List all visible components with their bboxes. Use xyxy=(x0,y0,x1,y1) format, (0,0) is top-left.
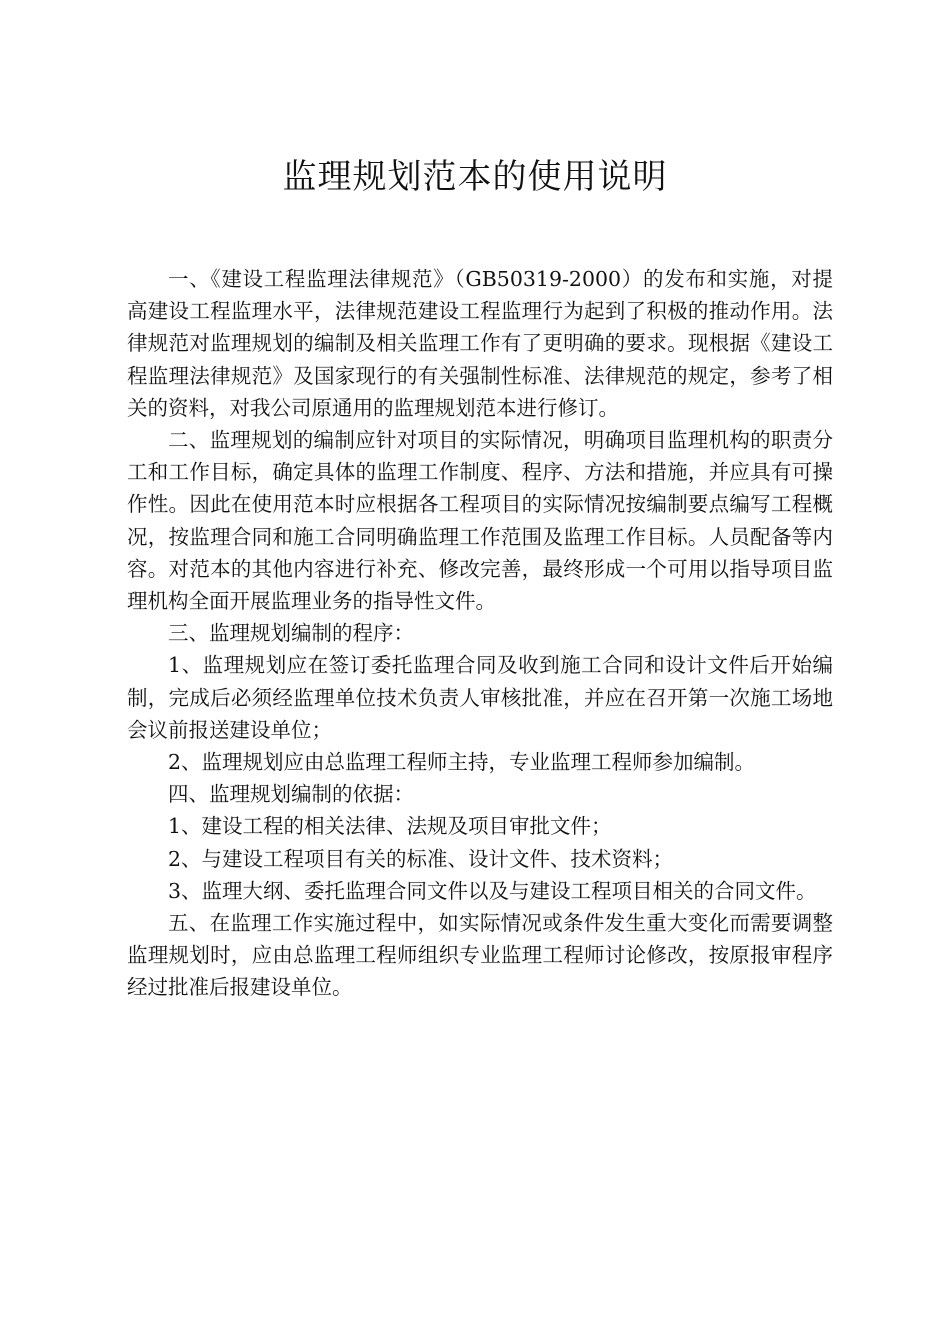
paragraph-9: 3、监理大纲、委托监理合同文件以及与建设工程项目相关的合同文件。 xyxy=(168,878,817,903)
paragraph-4: 1、监理规划应在签订委托监理合同及收到施工合同和设计文件后开始编制，完成后必须经监理单位技术负责人审核批准，并应在召开第一次施工场地会议前报送建设单位； xyxy=(127,653,833,742)
paragraph-7: 1、建设工程的相关法律、法规及项目审批文件； xyxy=(168,814,612,839)
paragraph-3: 三、监理规划编制的程序： xyxy=(168,621,414,646)
page-title: 监理规划范本的使用说明 xyxy=(282,157,668,197)
paragraph-1: 一、《建设工程监理法律规范》（GB50319-2000）的发布和实施，对提高建设工程监理水平，法律规范建设工程监理行为起到了积极的推动作用。法律规范对监理规划的编制及相关监理工作有了更明确的要求。现根据《建设工程监理法律规范》及国家现行的有关强制性标准、法律规范的规定，参考了相关的资料，对我公司原通用的监理规划范本进行修订。 xyxy=(127,267,833,420)
paragraph-2: 二、监理规划的编制应针对项目的实际情况，明确项目监理机构的职责分工和工作目标，确定具体的监理工作制度、程序、方法和措施，并应具有可操作性。因此在使用范本时应根据各工程项目的实际情况按编制要点编写工程概况，按监理合同和施工合同明确监理工作范围及监理工作目标。人员配备等内容。对范本的其他内容进行补充、修改完善，最终形成一个可用以指导项目监理机构全面开展监理业务的指导性文件。 xyxy=(127,428,833,614)
paragraph-6: 四、监理规划编制的依据： xyxy=(168,782,414,807)
document-body xyxy=(127,263,833,1004)
paragraph-5: 2、监理规划应由总监理工程师主持，专业监理工程师参加编制。 xyxy=(168,750,756,775)
paragraph-10: 五、在监理工作实施过程中，如实际情况或条件发生重大变化而需要调整监理规划时，应由总监理工程师组织专业监理工程师讨论修改，按原报审程序经过批准后报建设单位。 xyxy=(127,911,833,1000)
paragraph-8: 2、与建设工程项目有关的标准、设计文件、技术资料； xyxy=(168,846,674,871)
